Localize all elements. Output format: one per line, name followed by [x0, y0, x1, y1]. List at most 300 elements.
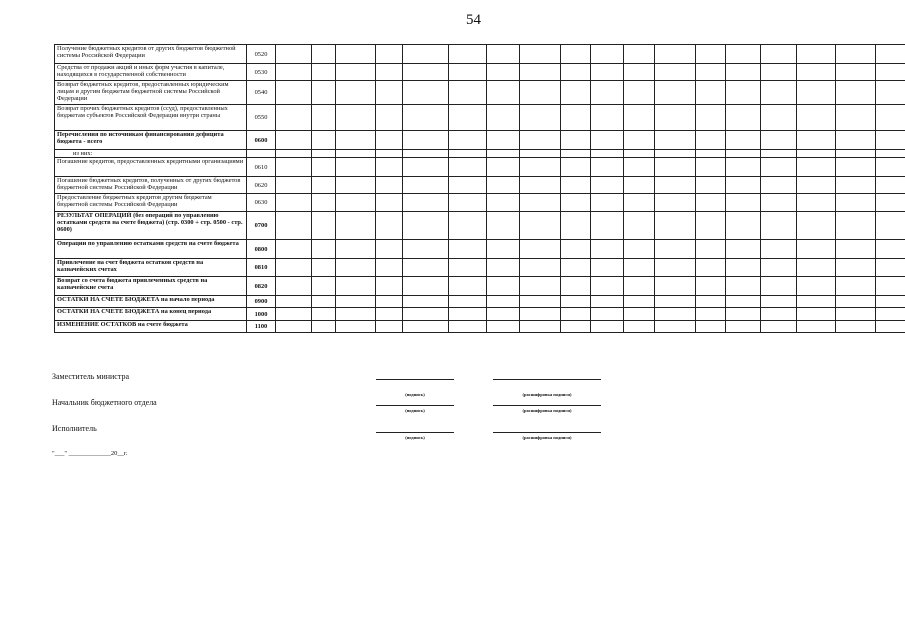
value-cell — [655, 277, 696, 296]
value-cell — [761, 259, 797, 277]
table-row — [55, 321, 905, 333]
table-row — [55, 259, 905, 277]
value-cell — [403, 296, 449, 308]
value-cell — [276, 150, 312, 158]
value-cell — [624, 158, 655, 177]
value-cell — [696, 212, 726, 240]
value-cell — [591, 105, 624, 131]
value-cell — [403, 259, 449, 277]
row-name-cell: Получение бюджетных кредитов от других бюджетов бюджетной системы Российской Федерации — [55, 45, 247, 64]
value-cell — [655, 105, 696, 131]
table-row — [55, 240, 905, 259]
budget-report-table — [54, 44, 905, 333]
value-cell — [761, 321, 797, 333]
value-cell — [761, 45, 797, 64]
executor-decode-caption: (расшифровка подписи) — [522, 435, 572, 440]
value-cell — [761, 150, 797, 158]
value-cell — [276, 308, 312, 321]
value-cell — [696, 259, 726, 277]
value-cell — [276, 212, 312, 240]
value-cell — [520, 240, 561, 259]
row-code-cell: 0520 — [247, 45, 276, 64]
value-cell — [726, 308, 761, 321]
value-cell — [520, 150, 561, 158]
row-name-cell: РЕЗУЛЬТАТ ОПЕРАЦИЙ (без операций по управлению остатками средств на счете бюджета) (стр. 0300 + стр. 0500 - стр. 0600) — [55, 212, 247, 240]
value-cell — [591, 177, 624, 194]
value-cell — [797, 105, 836, 131]
table-row — [55, 158, 905, 177]
row-name-cell: Средства от продажи акций и иных форм участия в капитале, находящихся в государственной собственности — [55, 64, 247, 81]
value-cell — [797, 194, 836, 212]
value-cell — [403, 45, 449, 64]
value-cell — [487, 296, 520, 308]
table-row — [55, 212, 905, 240]
row-name-cell: Операции по управлению остатками средств на счете бюджета — [55, 240, 247, 259]
value-cell — [761, 296, 797, 308]
value-cell — [520, 64, 561, 81]
value-cell — [591, 240, 624, 259]
budget-head-signature-caption: (подпись) — [405, 408, 425, 413]
value-cell — [403, 81, 449, 105]
row-name-cell: Возврат бюджетных кредитов, предоставленных юридическим лицам и другим бюджетам бюджетной системы Российской Федерации — [55, 81, 247, 105]
value-cell — [797, 81, 836, 105]
budget-head-decode-caption: (расшифровка подписи) — [522, 408, 572, 413]
value-cell — [403, 158, 449, 177]
value-cell — [726, 131, 761, 150]
value-cell — [624, 321, 655, 333]
value-cell — [376, 45, 403, 64]
value-cell — [655, 259, 696, 277]
value-cell — [591, 45, 624, 64]
executor-signature-caption: (подпись) — [405, 435, 425, 440]
table-row — [55, 45, 905, 64]
value-cell — [591, 81, 624, 105]
value-cell — [449, 158, 487, 177]
value-cell — [797, 259, 836, 277]
value-cell — [312, 240, 336, 259]
value-cell — [836, 177, 876, 194]
value-cell — [449, 64, 487, 81]
value-cell — [312, 194, 336, 212]
value-cell — [726, 259, 761, 277]
value-cell — [761, 308, 797, 321]
value-cell — [376, 321, 403, 333]
value-cell — [376, 131, 403, 150]
value-cell — [487, 177, 520, 194]
value-cell — [591, 131, 624, 150]
value-cell — [797, 240, 836, 259]
value-cell — [797, 64, 836, 81]
value-cell — [696, 150, 726, 158]
value-cell — [520, 212, 561, 240]
value-cell — [312, 45, 336, 64]
value-cell — [624, 277, 655, 296]
value-cell — [876, 212, 905, 240]
value-cell — [336, 131, 376, 150]
value-cell — [561, 277, 591, 296]
value-cell — [403, 321, 449, 333]
value-cell — [624, 105, 655, 131]
value-cell — [449, 131, 487, 150]
value-cell — [761, 194, 797, 212]
value-cell — [312, 308, 336, 321]
value-cell — [312, 277, 336, 296]
value-cell — [520, 259, 561, 277]
row-name-cell: ИЗМЕНЕНИЕ ОСТАТКОВ на счете бюджета — [55, 321, 247, 333]
table-row — [55, 64, 905, 81]
row-code-cell: 0550 — [247, 105, 276, 131]
value-cell — [312, 177, 336, 194]
value-cell — [836, 64, 876, 81]
value-cell — [726, 277, 761, 296]
row-code-cell: 0800 — [247, 240, 276, 259]
value-cell — [726, 321, 761, 333]
value-cell — [336, 81, 376, 105]
value-cell — [449, 321, 487, 333]
value-cell — [761, 158, 797, 177]
value-cell — [624, 64, 655, 81]
value-cell — [876, 64, 905, 81]
value-cell — [624, 308, 655, 321]
value-cell — [591, 212, 624, 240]
value-cell — [403, 105, 449, 131]
table-row — [55, 105, 905, 131]
value-cell — [336, 150, 376, 158]
value-cell — [761, 131, 797, 150]
value-cell — [487, 64, 520, 81]
value-cell — [696, 81, 726, 105]
value-cell — [336, 277, 376, 296]
value-cell — [449, 105, 487, 131]
value-cell — [336, 240, 376, 259]
value-cell — [655, 194, 696, 212]
value-cell — [797, 321, 836, 333]
deputy-minister-label: Заместитель министра — [52, 372, 129, 381]
value-cell — [520, 308, 561, 321]
value-cell — [876, 131, 905, 150]
value-cell — [876, 277, 905, 296]
table-row — [55, 177, 905, 194]
value-cell — [403, 131, 449, 150]
value-cell — [520, 158, 561, 177]
value-cell — [876, 308, 905, 321]
value-cell — [797, 45, 836, 64]
value-cell — [336, 212, 376, 240]
value-cell — [487, 259, 520, 277]
value-cell — [836, 296, 876, 308]
value-cell — [876, 105, 905, 131]
value-cell — [403, 308, 449, 321]
table-row — [55, 277, 905, 296]
value-cell — [655, 131, 696, 150]
value-cell — [876, 158, 905, 177]
executor-signature-line — [376, 432, 454, 433]
value-cell — [403, 277, 449, 296]
value-cell — [336, 64, 376, 81]
value-cell — [487, 81, 520, 105]
value-cell — [449, 296, 487, 308]
value-cell — [726, 158, 761, 177]
value-cell — [876, 321, 905, 333]
value-cell — [520, 81, 561, 105]
row-code-cell: 0630 — [247, 194, 276, 212]
value-cell — [591, 150, 624, 158]
value-cell — [487, 308, 520, 321]
value-cell — [726, 64, 761, 81]
value-cell — [655, 321, 696, 333]
value-cell — [312, 158, 336, 177]
value-cell — [312, 321, 336, 333]
value-cell — [487, 212, 520, 240]
executor-label: Исполнитель — [52, 424, 97, 433]
value-cell — [624, 45, 655, 64]
value-cell — [449, 308, 487, 321]
value-cell — [561, 81, 591, 105]
value-cell — [403, 177, 449, 194]
value-cell — [336, 308, 376, 321]
value-cell — [403, 64, 449, 81]
value-cell — [836, 158, 876, 177]
value-cell — [836, 212, 876, 240]
value-cell — [624, 177, 655, 194]
row-code-cell: 0540 — [247, 81, 276, 105]
row-code-cell: 0810 — [247, 259, 276, 277]
value-cell — [655, 45, 696, 64]
budget-head-decode-line — [493, 405, 601, 406]
value-cell — [312, 259, 336, 277]
value-cell — [624, 212, 655, 240]
value-cell — [312, 296, 336, 308]
row-name-cell: Возврат прочих бюджетных кредитов (ссуд), предоставленных бюджетам субъектов Российской Федерации внутри страны — [55, 105, 247, 131]
value-cell — [561, 259, 591, 277]
value-cell — [591, 321, 624, 333]
value-cell — [761, 81, 797, 105]
value-cell — [336, 177, 376, 194]
value-cell — [761, 212, 797, 240]
value-cell — [276, 105, 312, 131]
value-cell — [726, 194, 761, 212]
table-row — [55, 81, 905, 105]
value-cell — [487, 158, 520, 177]
value-cell — [487, 131, 520, 150]
row-code-cell: 1000 — [247, 308, 276, 321]
value-cell — [655, 212, 696, 240]
value-cell — [336, 45, 376, 64]
value-cell — [336, 321, 376, 333]
value-cell — [696, 296, 726, 308]
value-cell — [655, 158, 696, 177]
value-cell — [403, 194, 449, 212]
value-cell — [403, 212, 449, 240]
value-cell — [591, 158, 624, 177]
value-cell — [336, 296, 376, 308]
value-cell — [726, 296, 761, 308]
row-code-cell: 0700 — [247, 212, 276, 240]
value-cell — [876, 240, 905, 259]
value-cell — [624, 150, 655, 158]
value-cell — [561, 158, 591, 177]
row-name-cell: Погашение кредитов, предоставленных кредитными организациями — [55, 158, 247, 177]
table-row — [55, 131, 905, 150]
value-cell — [876, 194, 905, 212]
value-cell — [624, 296, 655, 308]
value-cell — [761, 177, 797, 194]
value-cell — [696, 321, 726, 333]
value-cell — [655, 81, 696, 105]
value-cell — [561, 105, 591, 131]
value-cell — [312, 150, 336, 158]
value-cell — [836, 194, 876, 212]
row-code-cell: 0530 — [247, 64, 276, 81]
value-cell — [836, 259, 876, 277]
value-cell — [336, 158, 376, 177]
value-cell — [561, 296, 591, 308]
value-cell — [520, 177, 561, 194]
value-cell — [797, 158, 836, 177]
value-cell — [836, 131, 876, 150]
value-cell — [403, 150, 449, 158]
value-cell — [836, 308, 876, 321]
value-cell — [624, 240, 655, 259]
value-cell — [520, 321, 561, 333]
value-cell — [276, 131, 312, 150]
value-cell — [655, 308, 696, 321]
value-cell — [876, 150, 905, 158]
value-cell — [876, 81, 905, 105]
value-cell — [376, 194, 403, 212]
budget-head-label: Начальник бюджетного отдела — [52, 398, 157, 407]
value-cell — [312, 64, 336, 81]
value-cell — [726, 212, 761, 240]
value-cell — [797, 131, 836, 150]
value-cell — [797, 150, 836, 158]
value-cell — [449, 277, 487, 296]
value-cell — [520, 45, 561, 64]
value-cell — [520, 296, 561, 308]
value-cell — [520, 105, 561, 131]
value-cell — [561, 212, 591, 240]
executor-decode-line — [493, 432, 601, 433]
value-cell — [449, 212, 487, 240]
value-cell — [836, 150, 876, 158]
value-cell — [591, 296, 624, 308]
value-cell — [376, 277, 403, 296]
value-cell — [696, 308, 726, 321]
row-code-cell: 0610 — [247, 158, 276, 177]
value-cell — [761, 64, 797, 81]
value-cell — [761, 105, 797, 131]
value-cell — [561, 45, 591, 64]
value-cell — [561, 131, 591, 150]
row-code-cell: 1100 — [247, 321, 276, 333]
date-field: "___" _____________20__г. — [52, 450, 128, 457]
value-cell — [487, 150, 520, 158]
value-cell — [487, 194, 520, 212]
value-cell — [403, 240, 449, 259]
value-cell — [520, 277, 561, 296]
row-name-cell: Предоставление бюджетных кредитов другим бюджетам бюджетной системы Российской Федерации — [55, 194, 247, 212]
row-code-cell: 0600 — [247, 131, 276, 150]
value-cell — [726, 45, 761, 64]
value-cell — [376, 259, 403, 277]
value-cell — [591, 194, 624, 212]
table-row — [55, 150, 905, 158]
value-cell — [876, 259, 905, 277]
value-cell — [276, 259, 312, 277]
value-cell — [276, 81, 312, 105]
value-cell — [276, 277, 312, 296]
value-cell — [449, 150, 487, 158]
value-cell — [836, 81, 876, 105]
value-cell — [561, 240, 591, 259]
value-cell — [696, 131, 726, 150]
value-cell — [449, 45, 487, 64]
value-cell — [276, 158, 312, 177]
value-cell — [836, 321, 876, 333]
value-cell — [797, 177, 836, 194]
row-name-cell: Привлечение на счет бюджета остатков средств на казначейских счетах — [55, 259, 247, 277]
value-cell — [487, 277, 520, 296]
value-cell — [336, 105, 376, 131]
value-cell — [655, 64, 696, 81]
value-cell — [624, 194, 655, 212]
value-cell — [591, 308, 624, 321]
value-cell — [696, 158, 726, 177]
value-cell — [276, 321, 312, 333]
value-cell — [561, 177, 591, 194]
row-name-cell: ОСТАТКИ НА СЧЕТЕ БЮДЖЕТА на начало периода — [55, 296, 247, 308]
value-cell — [449, 194, 487, 212]
value-cell — [696, 45, 726, 64]
deputy-minister-signature-caption: (подпись) — [405, 392, 425, 397]
value-cell — [696, 105, 726, 131]
value-cell — [276, 45, 312, 64]
value-cell — [655, 177, 696, 194]
row-code-cell: 0820 — [247, 277, 276, 296]
row-name-cell: Погашение бюджетных кредитов, полученных от других бюджетов бюджетной системы Российской Федерации — [55, 177, 247, 194]
value-cell — [336, 194, 376, 212]
value-cell — [696, 194, 726, 212]
value-cell — [276, 64, 312, 81]
table-row — [55, 296, 905, 308]
value-cell — [761, 240, 797, 259]
value-cell — [376, 64, 403, 81]
value-cell — [726, 105, 761, 131]
value-cell — [836, 240, 876, 259]
value-cell — [376, 158, 403, 177]
value-cell — [376, 105, 403, 131]
value-cell — [276, 296, 312, 308]
value-cell — [561, 150, 591, 158]
budget-head-signature-line — [376, 405, 454, 406]
value-cell — [836, 45, 876, 64]
value-cell — [876, 177, 905, 194]
value-cell — [336, 259, 376, 277]
row-name-cell: ОСТАТКИ НА СЧЕТЕ БЮДЖЕТА на конец периода — [55, 308, 247, 321]
value-cell — [696, 177, 726, 194]
table-row — [55, 194, 905, 212]
value-cell — [655, 296, 696, 308]
value-cell — [376, 177, 403, 194]
value-cell — [376, 296, 403, 308]
value-cell — [876, 296, 905, 308]
value-cell — [726, 177, 761, 194]
value-cell — [797, 296, 836, 308]
value-cell — [624, 259, 655, 277]
row-name-cell: из них: — [55, 150, 247, 158]
value-cell — [726, 150, 761, 158]
value-cell — [487, 321, 520, 333]
